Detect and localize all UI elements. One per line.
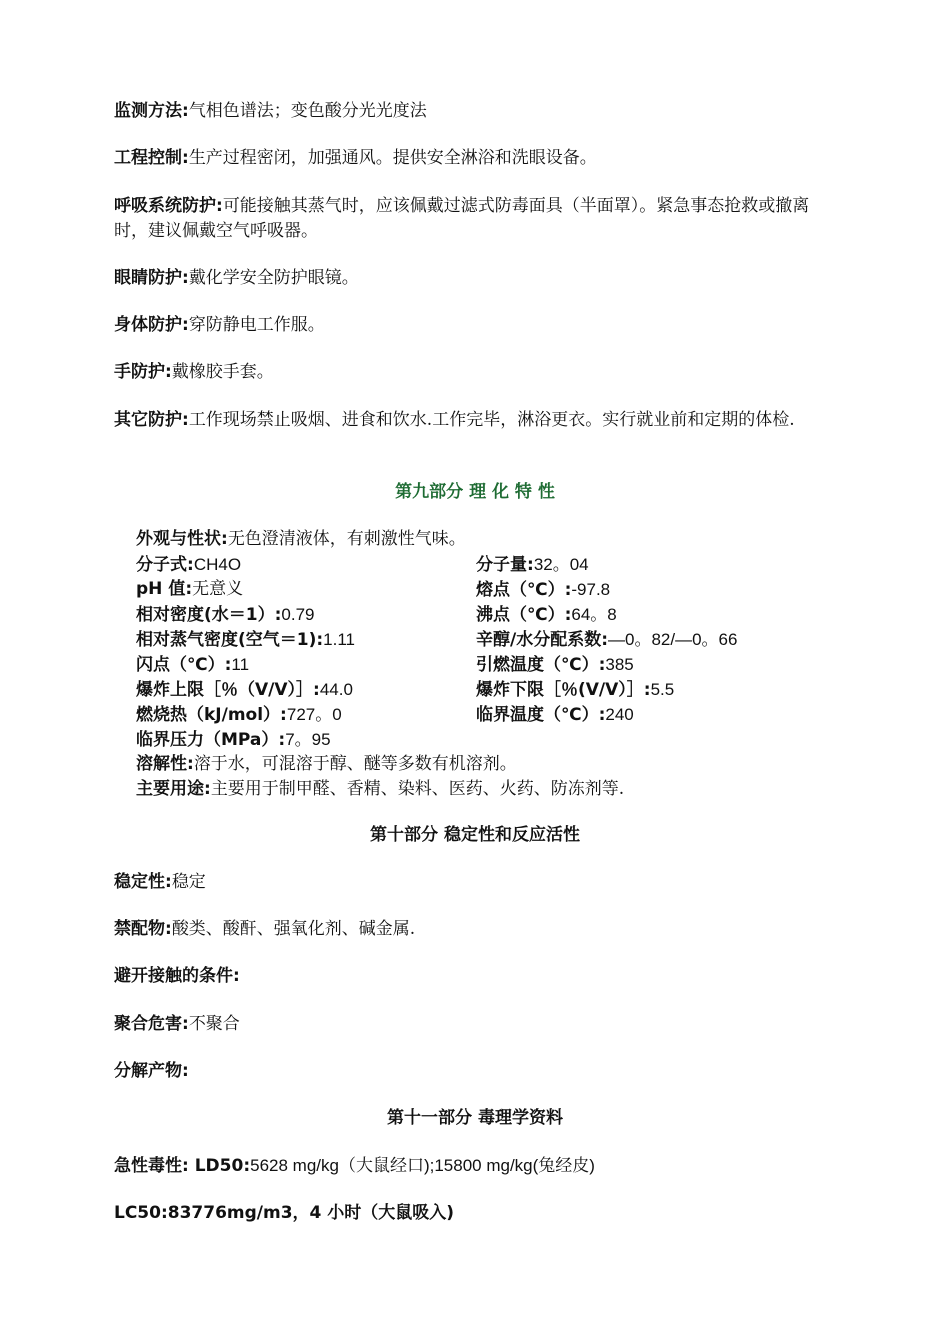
property-label: pH 值: bbox=[136, 579, 193, 599]
polymerization-hazard bbox=[114, 1012, 834, 1037]
other-protection-label: 其它防护: bbox=[114, 410, 189, 430]
engineering-control-text: 生产过程密闭，加强通风。提供安全淋浴和洗眼设备。 bbox=[188, 148, 597, 168]
property-row bbox=[136, 577, 856, 602]
acute-toxicity-text: 5628 mg/kg（大鼠经口);15800 mg/kg(兔经皮) bbox=[250, 1156, 595, 1175]
engineering-control-label: 工程控制: bbox=[114, 148, 189, 168]
critical-pressure-value: 7。95 bbox=[285, 730, 331, 749]
property-label: 临界温度（℃）: bbox=[476, 705, 606, 725]
monitoring-method-text: 气相色谱法；变色酸分光光度法 bbox=[188, 101, 427, 121]
conditions-to-avoid-label: 避开接触的条件: bbox=[114, 966, 240, 986]
lc50-text: 83776mg/m3，4 小时（大鼠吸入) bbox=[167, 1203, 455, 1223]
respiratory-protection-text: 可能接触其蒸气时，应该佩戴过滤式防毒面具（半面罩）。紧急事态抢救或撤离时，建议佩戴空气呼吸器。 bbox=[114, 196, 810, 241]
property-row-solubility bbox=[136, 752, 856, 777]
polymerization-hazard-text: 不聚合 bbox=[188, 1014, 240, 1034]
property-row bbox=[136, 627, 856, 652]
stability bbox=[114, 870, 834, 895]
property-label: 相对蒸气密度(空气＝1): bbox=[136, 630, 324, 650]
property-row bbox=[136, 677, 856, 702]
property-label: 分子量: bbox=[476, 555, 534, 575]
appearance-text: 无色澄清液体，有刺激性气味。 bbox=[227, 529, 466, 549]
property-row-critical-pressure bbox=[136, 727, 856, 752]
decomposition-products bbox=[114, 1059, 834, 1084]
property-value: 11 bbox=[231, 655, 250, 674]
property-label: 辛醇/水分配系数: bbox=[476, 630, 609, 650]
appearance-label: 外观与性状: bbox=[136, 529, 228, 549]
section-10-heading: 第十部分 稳定性和反应活性 bbox=[370, 825, 580, 845]
eye-protection bbox=[114, 266, 834, 291]
property-value: CH4O bbox=[193, 555, 242, 574]
property-row bbox=[136, 602, 856, 627]
body-protection-text: 穿防静电工作服。 bbox=[188, 315, 325, 335]
property-value: 240 bbox=[605, 705, 634, 724]
hand-protection-text: 戴橡胶手套。 bbox=[171, 362, 274, 382]
other-protection-text: 工作现场禁止吸烟、进食和饮水.工作完毕，淋浴更衣。实行就业前和定期的体检. bbox=[188, 410, 795, 430]
property-value: 0.79 bbox=[281, 605, 315, 624]
eye-protection-label: 眼睛防护: bbox=[114, 268, 189, 288]
property-label: 爆炸上限［％（V/V）］: bbox=[136, 680, 320, 700]
section-11-heading: 第十一部分 毒理学资料 bbox=[387, 1108, 563, 1128]
incompatible-materials-text: 酸类、酸酐、强氧化剂、碱金属. bbox=[171, 919, 416, 939]
uses-text: 主要用于制甲醛、香精、染料、医药、火药、防冻剂等. bbox=[210, 779, 625, 799]
property-value: 385 bbox=[605, 655, 634, 674]
property-label: 分子式: bbox=[136, 555, 194, 575]
respiratory-protection bbox=[114, 194, 834, 244]
conditions-to-avoid bbox=[114, 964, 834, 989]
respiratory-protection-label: 呼吸系统防护: bbox=[114, 196, 223, 216]
other-protection bbox=[114, 408, 834, 433]
stability-label: 稳定性: bbox=[114, 872, 172, 892]
critical-pressure-label: 临界压力（MPa）: bbox=[136, 730, 286, 750]
engineering-control bbox=[114, 146, 834, 171]
polymerization-hazard-label: 聚合危害: bbox=[114, 1014, 189, 1034]
incompatible-materials bbox=[114, 917, 834, 942]
property-value: 44.0 bbox=[319, 680, 353, 699]
property-value: -97.8 bbox=[571, 580, 611, 599]
property-label: 沸点（℃）: bbox=[476, 605, 572, 625]
solubility-label: 溶解性: bbox=[136, 754, 194, 774]
property-value: 无意义 bbox=[192, 579, 244, 599]
stability-text: 稳定 bbox=[171, 872, 206, 892]
property-row-appearance bbox=[136, 527, 856, 552]
section-9-heading: 第九部分 理 化 特 性 bbox=[395, 482, 555, 502]
acute-toxicity-label: 急性毒性: LD50: bbox=[114, 1156, 251, 1176]
property-row bbox=[136, 552, 856, 577]
uses-label: 主要用途: bbox=[136, 779, 211, 799]
property-label: 闪点（℃）: bbox=[136, 655, 232, 675]
property-row bbox=[136, 652, 856, 677]
property-label: 熔点（℃）: bbox=[476, 580, 572, 600]
property-label: 相对密度(水＝1）: bbox=[136, 605, 282, 625]
body-protection bbox=[114, 313, 834, 338]
property-label: 爆炸下限［％(V/V）］: bbox=[476, 680, 651, 700]
property-value: 64。8 bbox=[571, 605, 617, 624]
lc50-label: LC50: bbox=[114, 1203, 168, 1223]
acute-toxicity bbox=[114, 1153, 834, 1179]
monitoring-method-label: 监测方法: bbox=[114, 101, 189, 121]
incompatible-materials-label: 禁配物: bbox=[114, 919, 172, 939]
property-value: 32。04 bbox=[533, 555, 589, 574]
property-label: 引燃温度（℃）: bbox=[476, 655, 606, 675]
hand-protection-label: 手防护: bbox=[114, 362, 172, 382]
decomposition-products-label: 分解产物: bbox=[114, 1061, 189, 1081]
property-value: 727。0 bbox=[286, 705, 342, 724]
hand-protection bbox=[114, 360, 834, 385]
body-protection-label: 身体防护: bbox=[114, 315, 189, 335]
property-row-uses bbox=[136, 777, 856, 802]
property-value: 5.5 bbox=[650, 680, 675, 699]
property-value: 1.11 bbox=[323, 630, 355, 649]
physical-properties bbox=[136, 527, 856, 802]
property-label: 燃烧热（kJ/mol）: bbox=[136, 705, 287, 725]
property-value: —0。82/—0。66 bbox=[608, 630, 738, 649]
lc50 bbox=[114, 1201, 834, 1226]
property-row bbox=[136, 702, 856, 727]
monitoring-method bbox=[114, 99, 834, 124]
eye-protection-text: 戴化学安全防护眼镜。 bbox=[188, 268, 359, 288]
solubility-text: 溶于水，可混溶于醇、醚等多数有机溶剂。 bbox=[193, 754, 517, 774]
